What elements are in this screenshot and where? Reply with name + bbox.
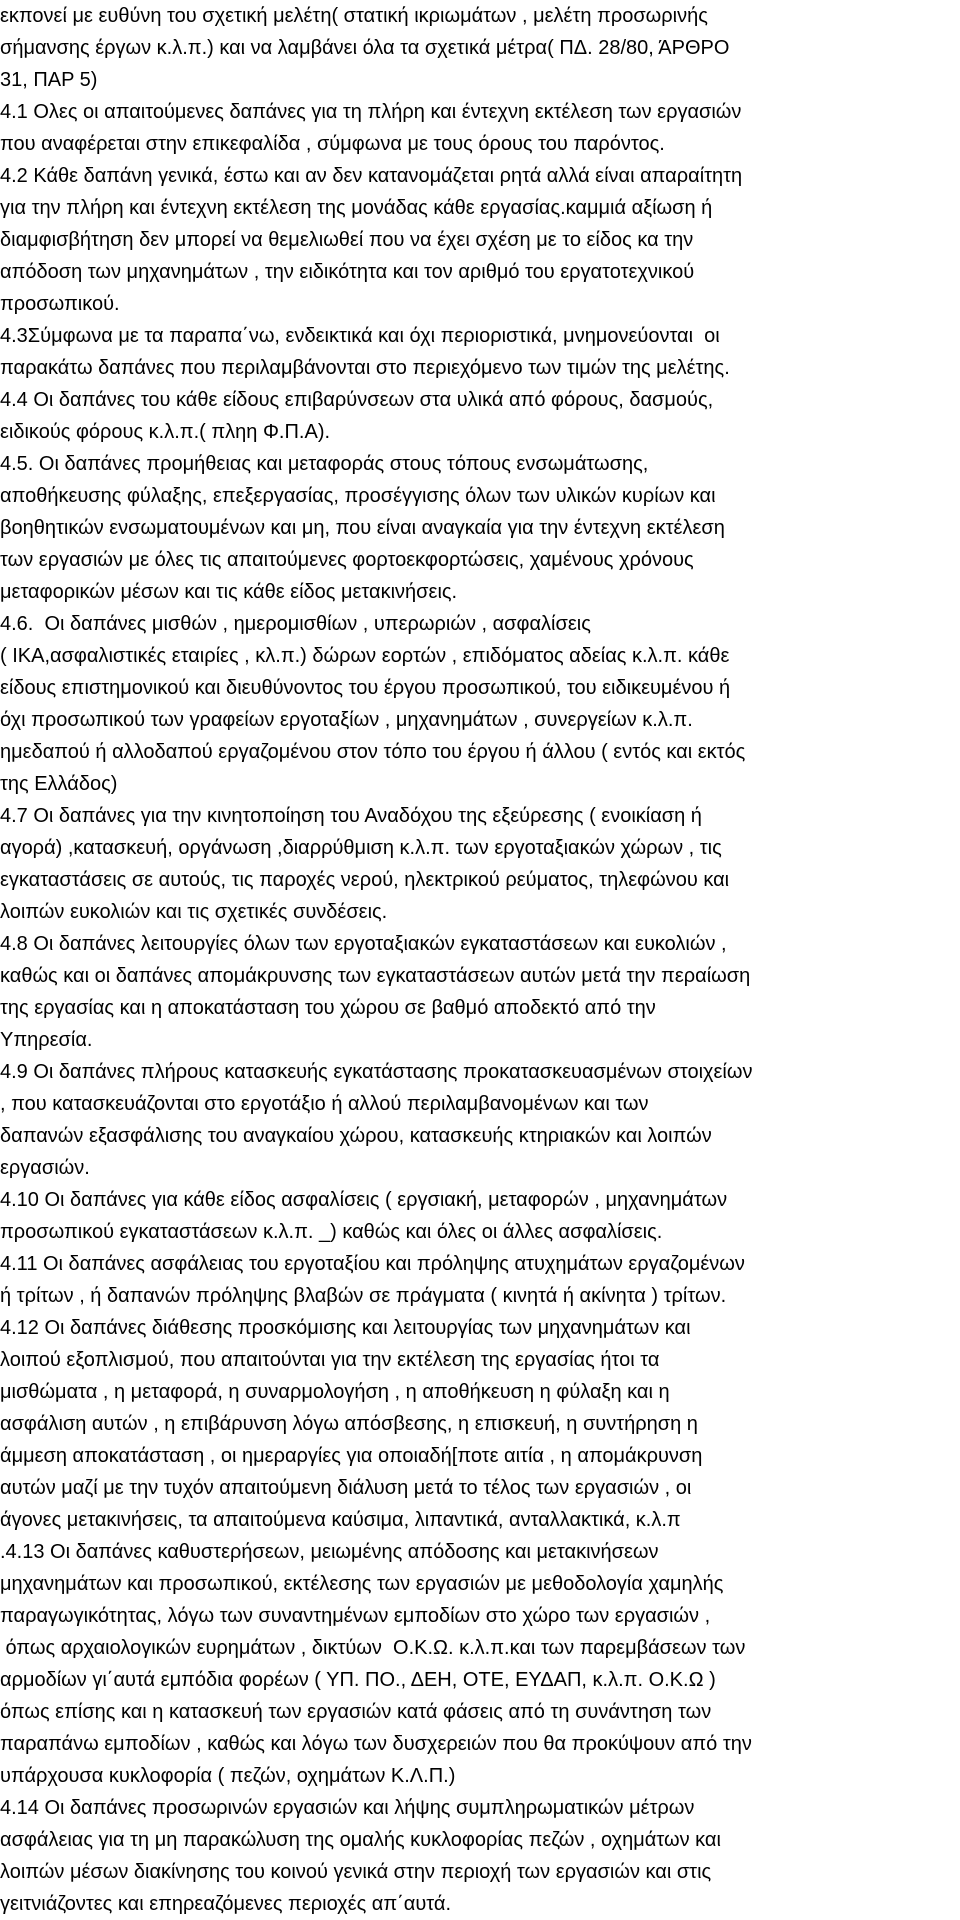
text-line: προσωπικού εγκαταστάσεων κ.λ.π. _) καθώς και όλες οι άλλες ασφαλίσεις. (0, 1221, 663, 1243)
text-line: 4.7 Οι δαπάνες για την κινητοποίηση του Αναδόχου της εξεύρεσης ( ενοικίαση ή (0, 805, 702, 827)
text-line: ( ΙΚΑ,ασφαλιστικές εταιρίες , κλ.π.) δώρων εορτών , επιδόματος αδείας κ.λ.π. κάθε (0, 645, 730, 667)
text-line: όπως αρχαιολογικών ευρημάτων , δικτύων Ο.Κ.Ω. κ.λ.π.και των παρεμβάσεων των (0, 1637, 746, 1659)
text-line: μηχανημάτων και προσωπικού, εκτέλεσης των εργασιών με μεθοδολογία χαμηλής (0, 1573, 724, 1595)
text-line: , που κατασκευάζονται στο εργοτάξιο ή αλλού περιλαμβανομένων και των (0, 1093, 649, 1115)
text-line: γειτνιάζοντες και επηρεαζόμενες περιοχές απ΄αυτά. (0, 1893, 452, 1915)
text-line: της εργασίας και η αποκατάσταση του χώρου σε βαθμό αποδεκτό από την (0, 997, 656, 1019)
text-line: ή τρίτων , ή δαπανών πρόληψης βλαβών σε πράγματα ( κινητά ή ακίνητα ) τρίτων. (0, 1285, 727, 1307)
text-line: λοιπού εξοπλισμού, που απαιτούνται για την εκτέλεση της εργασίας ήτοι τα (0, 1349, 660, 1371)
text-line: 4.1 Ολες οι απαιτούμενες δαπάνες για τη πλήρη και έντεχνη εκτέλεση των εργασιών (0, 101, 742, 123)
text-line: προσωπικού. (0, 293, 120, 315)
text-line: 4.12 Οι δαπάνες διάθεσης προσκόμισης και λειτουργίας των μηχανημάτων και (0, 1317, 691, 1339)
text-line: όχι προσωπικού των γραφείων εργοταξίων , μηχανημάτων , συνεργείων κ.λ.π. (0, 709, 693, 731)
text-line: καθώς και οι δαπάνες απομάκρυνσης των εγκαταστάσεων αυτών μετά την περαίωση (0, 965, 751, 987)
text-line: για την πλήρη και έντεχνη εκτέλεση της μονάδας κάθε εργασίας.καμμιά αξίωση ή (0, 197, 713, 219)
text-line: διαμφισβήτηση δεν μπορεί να θεμελιωθεί που να έχει σχέση με το είδος κα την (0, 229, 694, 251)
text-line: υπάρχουσα κυκλοφορία ( πεζών, οχημάτων Κ.Λ.Π.) (0, 1765, 456, 1787)
text-line: .4.13 Οι δαπάνες καθυστερήσεων, μειωμένης απόδοσης και μετακινήσεων (0, 1541, 659, 1563)
text-line: ειδικούς φόρους κ.λ.π.( πληη Φ.Π.Α). (0, 421, 331, 443)
text-line: παρακάτω δαπάνες που περιλαμβάνονται στο περιεχόμενο των τιμών της μελέτης. (0, 357, 730, 379)
text-line: των εργασιών με όλες τις απαιτούμενες φορτοεκφορτώσεις, χαμένους χρόνους (0, 549, 694, 571)
text-line: δαπανών εξασφάλισης του αναγκαίου χώρου, κατασκευής κτηριακών και λοιπών (0, 1125, 712, 1147)
text-line: 4.8 Οι δαπάνες λειτουργίες όλων των εργοταξιακών εγκαταστάσεων και ευκολιών , (0, 933, 727, 955)
text-line: ημεδαπού ή αλλοδαπού εργαζομένου στον τόπο του έργου ή άλλου ( εντός και εκτός (0, 741, 746, 763)
text-line: που αναφέρεται στην επικεφαλίδα , σύμφωνα με τους όρους του παρόντος. (0, 133, 665, 155)
text-line: λοιπών ευκολιών και τις σχετικές συνδέσεις. (0, 901, 388, 923)
text-line: 4.9 Οι δαπάνες πλήρους κατασκευής εγκατάστασης προκατασκευασμένων στοιχείων (0, 1061, 753, 1083)
text-line: είδους επιστημονικού και διευθύνοντος του έργου προσωπικού, του ειδικευμένου ή (0, 677, 731, 699)
text-line: αρμοδίων γι΄αυτά εμπόδια φορέων ( ΥΠ. ΠΟ., ΔΕΗ, ΟΤΕ, ΕΥΔΑΠ, κ.λ.π. Ο.Κ.Ω ) (0, 1669, 716, 1691)
text-line: παραγωγικότητας, λόγω των συναντημένων εμποδίων στο χώρο των εργασιών , (0, 1605, 711, 1627)
text-line: 4.5. Οι δαπάνες προμήθειας και μεταφοράς στους τόπους ενσωμάτωσης, (0, 453, 649, 475)
text-line: 4.3Σύμφωνα με τα παραπα΄νω, ενδεικτικά και όχι περιοριστικά, μνημονεύονται οι (0, 325, 720, 347)
text-line: 31, ΠΑΡ 5) (0, 69, 98, 91)
text-line: 4.10 Οι δαπάνες για κάθε είδος ασφαλίσεις ( εργσιακή, μεταφορών , μηχανημάτων (0, 1189, 728, 1211)
text-line: όπως επίσης και η κατασκευή των εργασιών κατά φάσεις από τη συνάντηση των (0, 1701, 712, 1723)
text-line: μισθώματα , η μεταφορά, η συναρμολογήση , η αποθήκευση η φύλαξη και η (0, 1381, 670, 1403)
text-line: 4.11 Οι δαπάνες ασφάλειας του εργοταξίου και πρόληψης ατυχημάτων εργαζομένων (0, 1253, 745, 1275)
text-line: εγκαταστάσεις σε αυτούς, τις παροχές νερού, ηλεκτρικού ρεύματος, τηλεφώνου και (0, 869, 730, 891)
text-line: ασφάλιση αυτών , η επιβάρυνση λόγω απόσβεσης, η επισκευή, η συντήρηση η (0, 1413, 698, 1435)
text-line: μεταφορικών μέσων και τις κάθε είδος μετακινήσεις. (0, 581, 458, 603)
text-line: άμμεση αποκατάσταση , οι ημεραργίες για οποιαδή[ποτε αιτία , η απομάκρυνση (0, 1445, 703, 1467)
text-line: 4.6. Οι δαπάνες μισθών , ημερομισθίων , υπερωριών , ασφαλίσεις (0, 613, 591, 635)
text-line: αυτών μαζί με την τυχόν απαιτούμενη διάλυση μετά το τέλος των εργασιών , οι (0, 1477, 692, 1499)
text-line: σήμανσης έργων κ.λ.π.) και να λαμβάνει όλα τα σχετικά μέτρα( ΠΔ. 28/80, ΆΡΘΡΟ (0, 37, 730, 59)
text-line: άγονες μετακινήσεις, τα απαιτούμενα καύσιμα, λιπαντικά, ανταλλακτικά, κ.λ.π (0, 1509, 681, 1531)
text-line: λοιπών μέσων διακίνησης του κοινού γενικά στην περιοχή των εργασιών και στις (0, 1861, 712, 1883)
text-line: 4.4 Οι δαπάνες του κάθε είδους επιβαρύνσεων στα υλικά από φόρους, δασμούς, (0, 389, 714, 411)
text-line: Υπηρεσία. (0, 1029, 93, 1051)
text-line: εκπονεί με ευθύνη του σχετική μελέτη( στατική ικριωμάτων , μελέτη προσωρινής (0, 5, 708, 27)
text-line: παραπάνω εμποδίων , καθώς και λόγω των δυσχερειών που θα προκύψουν από την (0, 1733, 752, 1755)
text-line: βοηθητικών ενσωματουμένων και μη, που είναι αναγκαία για την έντεχνη εκτέλεση (0, 517, 725, 539)
text-line: ασφάλειας για τη μη παρακώλυση της ομαλής κυκλοφορίας πεζών , οχημάτων και (0, 1829, 721, 1851)
text-line: εργασιών. (0, 1157, 90, 1179)
text-line: 4.14 Οι δαπάνες προσωρινών εργασιών και λήψης συμπληρωματικών μέτρων (0, 1797, 695, 1819)
text-line: αποθήκευσης φύλαξης, επεξεργασίας, προσέγγισης όλων των υλικών κυρίων και (0, 485, 716, 507)
text-line: αγορά) ,κατασκευή, οργάνωση ,διαρρύθμιση κ.λ.π. των εργοταξιακών χώρων , τις (0, 837, 722, 859)
text-line: απόδοση των μηχανημάτων , την ειδικότητα και τον αριθμό του εργατοτεχνικού (0, 261, 695, 283)
text-line: 4.2 Κάθε δαπάνη γενικά, έστω και αν δεν κατανομάζεται ρητά αλλά είναι απαραίτητη (0, 165, 743, 187)
text-line: της Ελλάδος) (0, 773, 118, 795)
